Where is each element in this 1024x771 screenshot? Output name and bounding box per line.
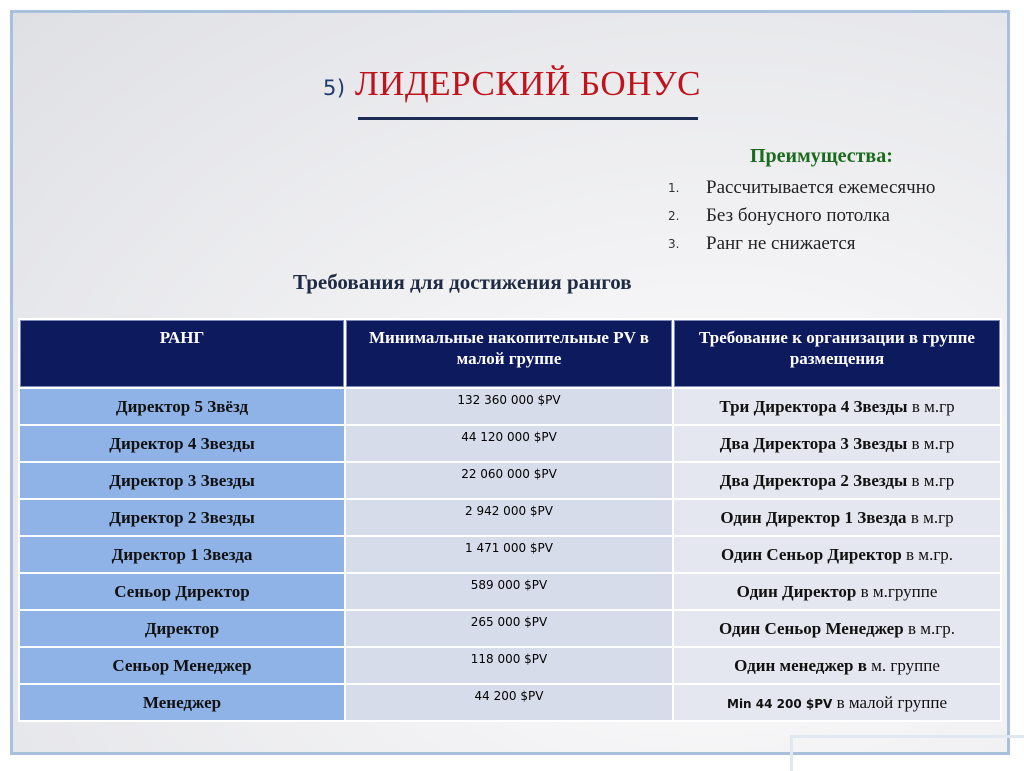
requirement-rest: в м.гр bbox=[907, 470, 955, 490]
requirement-rest: в м.гр bbox=[907, 396, 955, 416]
rank-cell: Менеджер bbox=[20, 685, 344, 720]
requirement-bold: Один Директор bbox=[736, 581, 857, 601]
table-row bbox=[20, 537, 1000, 572]
rank-cell: Сеньор Директор bbox=[20, 574, 344, 609]
advantages-title: Преимущества: bbox=[750, 145, 893, 167]
advantage-item bbox=[668, 230, 935, 258]
header-requirement: Требование к организации в группе размещения bbox=[674, 320, 1000, 387]
requirement-cell bbox=[674, 685, 1000, 720]
advantage-number: 1. bbox=[668, 181, 680, 195]
table-subtitle: Требования для достижения рангов bbox=[293, 270, 632, 294]
pv-cell: 2 942 000 $PV bbox=[346, 500, 672, 535]
rank-cell: Директор 4 Звезды bbox=[20, 426, 344, 461]
pv-cell: 44 200 $PV bbox=[346, 685, 672, 720]
requirement-rest: в м.гр. bbox=[903, 618, 955, 638]
advantage-number: 3. bbox=[668, 237, 680, 251]
requirement-bold: Два Директора 3 Звезды bbox=[719, 433, 908, 453]
requirement-bold: Один менеджер в bbox=[734, 655, 867, 675]
rank-cell: Сеньор Менеджер bbox=[20, 648, 344, 683]
advantage-text: Ранг не снижается bbox=[706, 233, 856, 254]
ranks-table bbox=[18, 318, 1002, 722]
pv-cell: 1 471 000 $PV bbox=[346, 537, 672, 572]
table-row bbox=[20, 648, 1000, 683]
requirement-rest: в малой группе bbox=[832, 692, 947, 712]
page-title bbox=[0, 64, 1024, 104]
advantage-text: Рассчитывается ежемесячно bbox=[706, 177, 936, 198]
title-number: 5) bbox=[323, 76, 346, 100]
table-row bbox=[20, 463, 1000, 498]
requirement-bold: Один Директор 1 Звезда bbox=[720, 507, 907, 527]
requirement-cell bbox=[674, 611, 1000, 646]
pv-cell: 589 000 $PV bbox=[346, 574, 672, 609]
requirement-cell bbox=[674, 537, 1000, 572]
pv-cell: 265 000 $PV bbox=[346, 611, 672, 646]
requirement-cell bbox=[674, 648, 1000, 683]
rank-cell: Директор 2 Звезды bbox=[20, 500, 344, 535]
requirement-cell bbox=[674, 463, 1000, 498]
requirement-rest: в м.гр bbox=[907, 433, 955, 453]
pv-cell: 118 000 $PV bbox=[346, 648, 672, 683]
rank-cell: Директор 5 Звёзд bbox=[20, 389, 344, 424]
decorative-lines bbox=[790, 735, 1024, 771]
pv-cell: 132 360 000 $PV bbox=[346, 389, 672, 424]
pv-cell: 44 120 000 $PV bbox=[346, 426, 672, 461]
requirement-bold: Один Сеньор Менеджер bbox=[719, 618, 904, 638]
table-row bbox=[20, 426, 1000, 461]
table-body bbox=[20, 389, 1000, 720]
requirement-rest: в м.гр. bbox=[901, 544, 954, 564]
requirement-bold: Три Директора 4 Звезды bbox=[719, 396, 908, 416]
requirement-cell bbox=[674, 574, 1000, 609]
table-header-row bbox=[20, 320, 1000, 387]
requirement-rest: в м.группе bbox=[856, 581, 938, 601]
requirement-cell bbox=[674, 500, 1000, 535]
requirement-cell bbox=[674, 426, 1000, 461]
requirement-bold: Один Сеньор Директор bbox=[720, 544, 902, 564]
advantage-item bbox=[668, 202, 935, 230]
advantage-text: Без бонусного потолка bbox=[706, 205, 890, 226]
rank-cell: Директор 3 Звезды bbox=[20, 463, 344, 498]
table-row bbox=[20, 389, 1000, 424]
advantage-number: 2. bbox=[668, 209, 680, 223]
advantages-list bbox=[668, 174, 935, 258]
pv-cell: 22 060 000 $PV bbox=[346, 463, 672, 498]
header-rank: РАНГ bbox=[20, 320, 344, 387]
title-underline bbox=[358, 117, 698, 120]
header-pv: Минимальные накопительные PV в малой группе bbox=[346, 320, 672, 387]
requirement-bold: Min 44 200 $PV bbox=[727, 696, 833, 711]
requirement-cell bbox=[674, 389, 1000, 424]
advantage-item bbox=[668, 174, 935, 202]
table-row bbox=[20, 611, 1000, 646]
table-row bbox=[20, 685, 1000, 720]
title-text: ЛИДЕРСКИЙ БОНУС bbox=[354, 64, 701, 103]
requirement-bold: Два Директора 2 Звезды bbox=[719, 470, 908, 490]
rank-cell: Директор 1 Звезда bbox=[20, 537, 344, 572]
table-row bbox=[20, 500, 1000, 535]
table-row bbox=[20, 574, 1000, 609]
rank-cell: Директор bbox=[20, 611, 344, 646]
requirement-rest: в м.гр bbox=[906, 507, 954, 527]
requirement-rest: м. группе bbox=[866, 655, 940, 675]
